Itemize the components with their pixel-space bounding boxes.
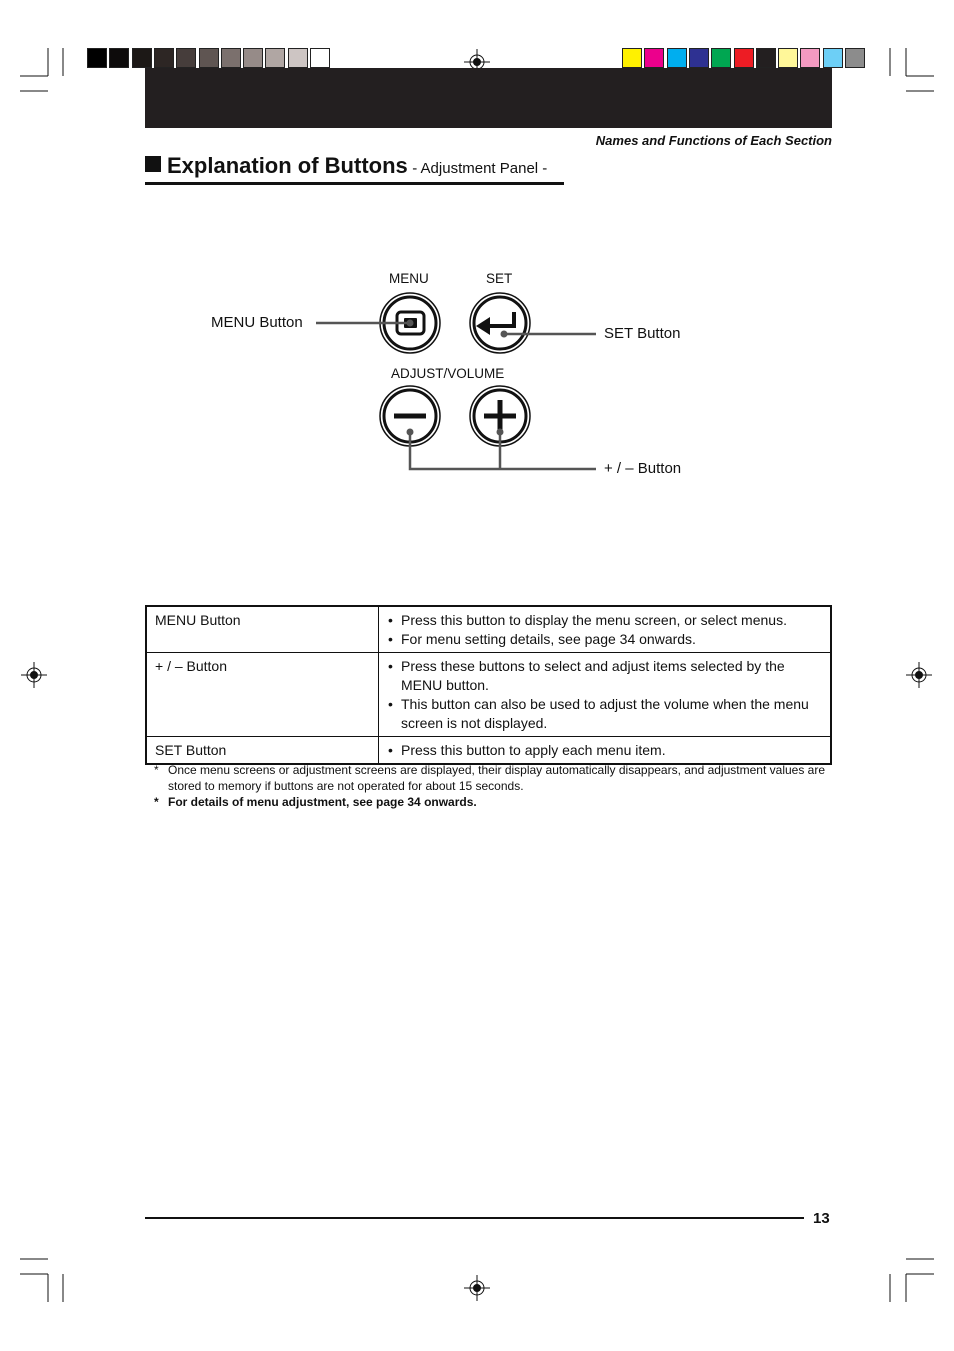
registration-target-bottom — [464, 1275, 490, 1301]
footnote-text: For details of menu adjustment, see page 34 onwards. — [168, 795, 477, 809]
footnote-timeout — [154, 762, 828, 794]
button-name-cell: MENU Button — [146, 606, 379, 653]
page-number: 13 — [813, 1210, 830, 1227]
plus-minus-button-callout: + / – Button — [604, 460, 682, 477]
page-title: Explanation of Buttons — [167, 153, 408, 178]
list-item: • Press this button to display the menu screen, or select menus. — [387, 611, 822, 630]
button-description-cell — [379, 606, 832, 653]
button-name-cell: + / – Button — [146, 653, 379, 737]
footnote-marker: * — [154, 763, 159, 777]
list-item: • This button can also be used to adjust the volume when the menu screen is not displayed. — [387, 695, 822, 733]
page-subtitle: - Adjustment Panel - — [412, 160, 548, 177]
registration-target-right — [906, 662, 932, 688]
set-top-label: SET — [486, 271, 513, 286]
registration-target-left — [21, 662, 47, 688]
list-item: • Press these buttons to select and adjust items selected by the MENU button. — [387, 657, 822, 695]
callout-leader-lines — [316, 323, 596, 469]
set-button-callout: SET Button — [604, 325, 681, 342]
table-row — [146, 606, 831, 653]
table-row — [146, 737, 831, 765]
menu-button-callout: MENU Button — [211, 314, 303, 331]
list-item: • Press this button to apply each menu item. — [387, 741, 822, 760]
footnote-marker: * — [154, 795, 159, 809]
adjust-volume-label: ADJUST/VOLUME — [391, 366, 505, 381]
button-description-cell — [379, 737, 832, 765]
footer-rule — [145, 1217, 804, 1219]
adjustment-panel-diagram — [0, 0, 954, 520]
footnote-menu-details — [154, 794, 828, 810]
button-name-cell: SET Button — [146, 737, 379, 765]
footnote-text: Once menu screens or adjustment screens are displayed, their display automatically disappears, and adjustment values are stored to memory if buttons are not operated for about 15 seconds. — [168, 763, 826, 793]
menu-top-label: MENU — [389, 271, 429, 286]
button-description-table — [145, 605, 832, 765]
section-subtitle: Names and Functions of Each Section — [595, 133, 832, 148]
list-item: • For menu setting details, see page 34 onwards. — [387, 630, 822, 649]
table-row — [146, 653, 831, 737]
button-description-cell — [379, 653, 832, 737]
set-button-graphic — [470, 293, 530, 353]
